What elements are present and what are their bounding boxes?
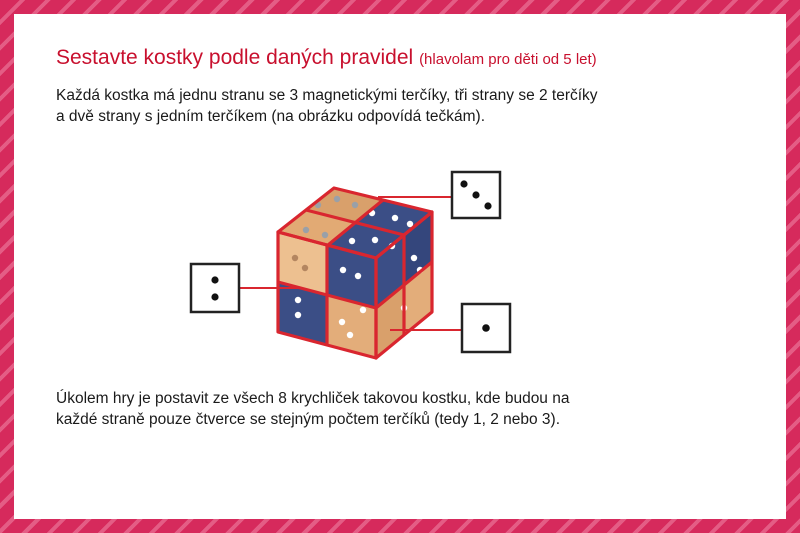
task-line-1: Úkolem hry je postavit ze všech 8 krychliček takovou kostku, kde budou na — [56, 390, 570, 407]
title-subtitle: (hlavolam pro děti od 5 let) — [419, 51, 597, 68]
intro-line-1: Každá kostka má jednu stranu se 3 magnetickými terčíky, tři strany se 2 terčíky — [56, 87, 598, 104]
die-face-two-icon — [191, 264, 239, 312]
die-face-one-icon — [462, 304, 510, 352]
title-main: Sestavte kostky podle daných pravidel — [56, 46, 414, 69]
puzzle-cube-icon — [278, 188, 432, 358]
intro-line-2: a dvě strany s jedním terčíkem (na obrázku odpovídá tečkám). — [56, 108, 486, 125]
task-line-2: každé straně pouze čtverce se stejným počtem terčíků (tedy 1, 2 nebo 3). — [56, 411, 560, 428]
task-paragraph — [56, 388, 569, 430]
die-face-three-icon — [452, 172, 500, 218]
